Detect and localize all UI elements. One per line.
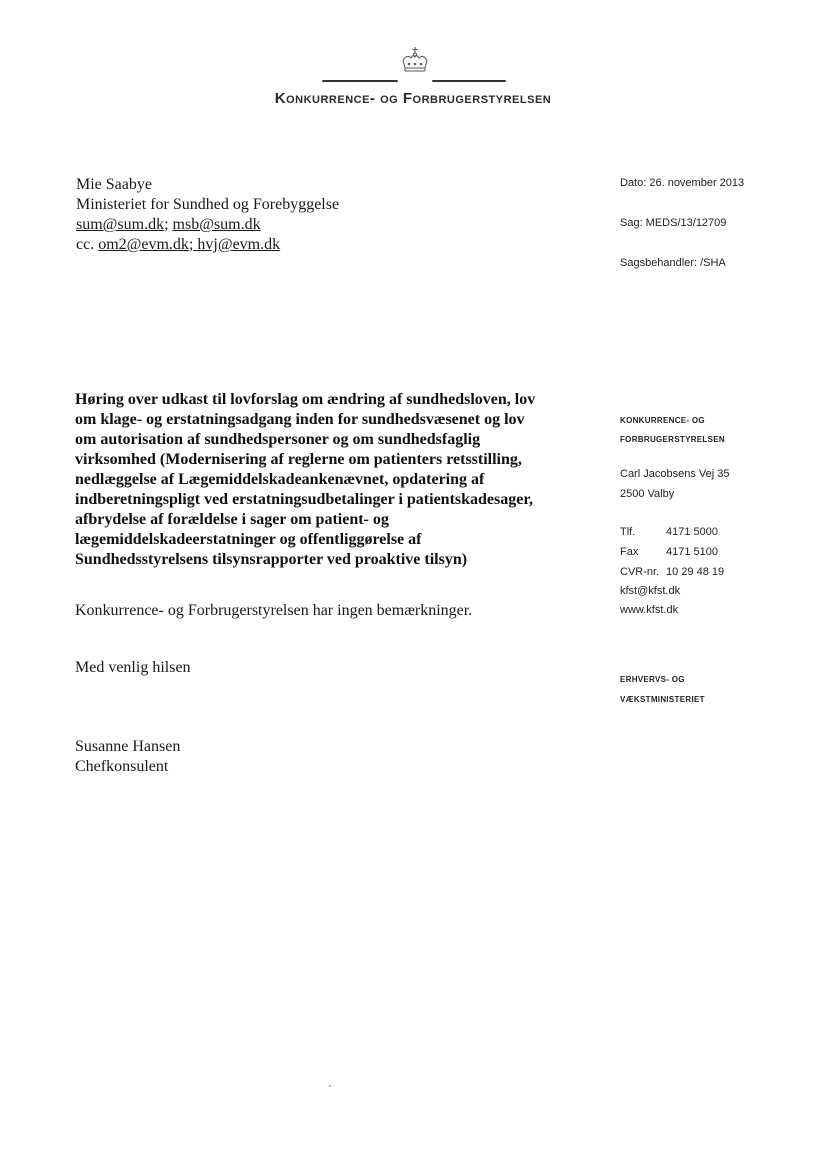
sidebar-agency-line: FORBRUGERSTYRELSEN (620, 435, 725, 444)
subject-line: indberetningspligt ved erstatningsudbetalinger i patientskadesager, (75, 491, 533, 508)
recipient-block (76, 175, 339, 255)
sidebar-phone (620, 526, 718, 538)
sidebar-agency-line: KONKURRENCE- OG (620, 416, 705, 425)
letter-body-text: Konkurrence- og Forbrugerstyrelsen har ingen bemærkninger. (75, 602, 473, 619)
subject-line: virksomhed (Modernisering af reglerne om patienters retsstilling, (75, 451, 522, 468)
fax-label: Fax (620, 546, 639, 558)
recipient-organization: Ministeriet for Sundhed og Forebyggelse (76, 196, 340, 213)
subject-line: lægemiddelskadeerstatninger og offentliggørelse af (75, 531, 422, 548)
email-separator: ; (164, 216, 173, 233)
cc-prefix: cc. (76, 236, 99, 253)
sidebar-web-link[interactable]: www.kfst.dk (620, 604, 679, 616)
letter-date: Dato: 26. november 2013 (620, 177, 745, 189)
recipient-email-link[interactable]: sum@sum.dk (76, 216, 165, 233)
subject-line: Sundhedsstyrelsens tilsynsrapporter ved proaktive tilsyn) (75, 551, 468, 568)
sidebar-fax (620, 546, 718, 558)
subject-line: om klage- og erstatningsadgang inden for sundhedsvæsenet og lov (75, 411, 525, 428)
recipient-email-link[interactable]: msb@sum.dk (172, 216, 261, 233)
signature-block (75, 737, 180, 777)
case-number: Sag: MEDS/13/12709 (620, 217, 727, 229)
subject-line: nedlæggelse af Lægemiddelskadeankenævnet, opdatering af (75, 471, 485, 488)
subject-line: om autorisation af sundhedspersoner og om sundhedsfaglig (75, 431, 481, 448)
phone-label: Tlf. (620, 526, 636, 538)
cc-email-separator: ; (188, 236, 198, 253)
cc-email-link[interactable]: hvj@evm.dk (197, 236, 281, 253)
recipient-name: Mie Saabye (76, 176, 152, 193)
cc-emails (76, 235, 339, 255)
recipient-emails (76, 215, 339, 235)
cvr-label: CVR-nr. (620, 566, 660, 578)
cc-email-link[interactable]: om2@evm.dk (98, 236, 189, 253)
signer-name: Susanne Hansen (75, 738, 181, 755)
fax-value: 4171 5100 (666, 546, 718, 558)
letterhead-agency-name: Konkurrence- og Forbrugerstyrelsen (274, 90, 552, 107)
sidebar-ministry-line: VÆKSTMINISTERIET (620, 695, 705, 704)
scan-speck (329, 1085, 331, 1087)
signer-title: Chefkonsulent (75, 758, 169, 775)
letterhead-rule-right (432, 80, 506, 82)
cvr-value: 10 29 48 19 (666, 566, 725, 578)
letter-closing: Med venlig hilsen (75, 659, 191, 676)
sidebar-address-city: 2500 Valby (620, 488, 675, 500)
sidebar-address-street: Carl Jacobsens Vej 35 (620, 468, 730, 480)
sidebar-email-link[interactable]: kfst@kfst.dk (620, 585, 681, 597)
letterhead-rule-left (322, 80, 398, 82)
crown-logo-icon (398, 46, 432, 76)
sidebar-cvr (620, 566, 724, 578)
case-handler: Sagsbehandler: /SHA (620, 257, 726, 269)
subject-line: Høring over udkast til lovforslag om ændring af sundhedsloven, lov (75, 391, 536, 408)
sidebar-ministry-line: ERHVERVS- OG (620, 675, 685, 684)
subject-line: afbrydelse af forældelse i sager om patient- og (75, 511, 389, 528)
letter-subject (75, 390, 555, 570)
phone-value: 4171 5000 (666, 526, 718, 538)
